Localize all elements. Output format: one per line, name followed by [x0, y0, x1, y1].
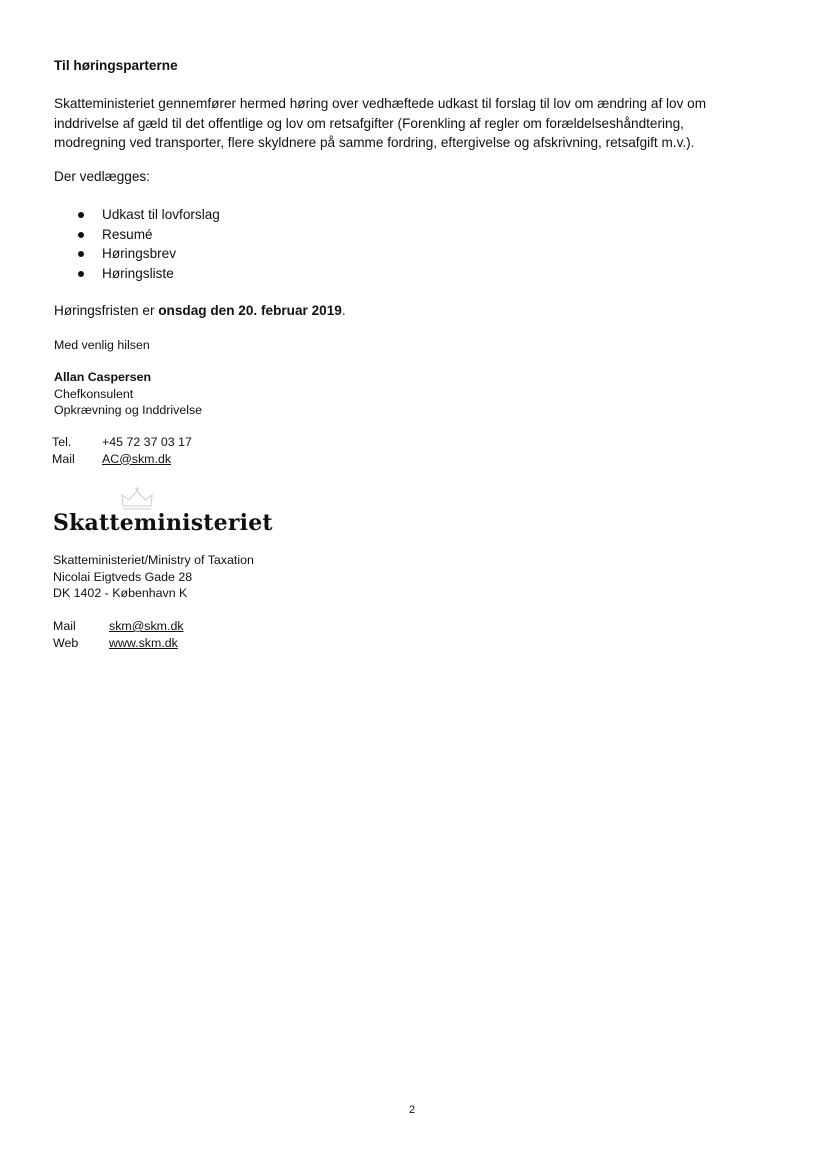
list-item: Høringsliste: [78, 264, 220, 284]
signer-department: Opkrævning og Inddrivelse: [54, 403, 203, 417]
closing: Med venlig hilsen: [54, 338, 150, 352]
ministry-logo-text: Skatteministeriet: [53, 510, 273, 536]
phone-value: +45 72 37 03 17: [102, 435, 192, 449]
list-item: Udkast til lovforslag: [78, 205, 220, 225]
bullet-icon: [78, 212, 84, 218]
bullet-icon: [78, 251, 84, 257]
ministry-street: Nicolai Eigtveds Gade 28: [53, 569, 193, 584]
bullet-icon: [78, 271, 84, 277]
page-number: 2: [409, 1104, 416, 1116]
ministry-mail-label: Mail: [53, 619, 76, 633]
mail-row: [52, 451, 192, 468]
ministry-web-link[interactable]: www.skm.dk: [109, 635, 178, 650]
signer-title: Chefkonsulent: [54, 386, 134, 401]
salutation: Til høringsparterne: [54, 58, 178, 73]
signer-email-link[interactable]: AC@skm.dk: [102, 451, 172, 466]
phone-row: [52, 434, 192, 451]
phone-label: Tel.: [52, 435, 72, 449]
attachments-list: [78, 205, 220, 283]
signer-name: Allan Caspersen: [54, 370, 152, 384]
crown-icon: [119, 486, 155, 512]
intro-paragraph: Skatteministeriet gennemfører hermed høring over vedhæftede udkast til forslag til lov om ændring af lov om inddrivelse af gæld til det offentlige og lov om retsafgifter (Forenkling af regler om forældelseshåndtering, modregning ved transporter, flere skyldnere på samme fordring, eftergivelse og afskrivning, retsafgift m.v.).: [54, 96, 707, 150]
list-item: Høringsbrev: [78, 244, 220, 264]
signature-block: [54, 369, 202, 419]
ministry-name: Skatteministeriet/Ministry of Taxation: [53, 553, 254, 567]
ministry-email-link[interactable]: skm@skm.dk: [109, 619, 184, 633]
list-item: Resumé: [78, 225, 220, 245]
ministry-web-row: [53, 635, 184, 652]
ministry-address: [53, 552, 254, 602]
ministry-contact: [53, 618, 184, 651]
contact-block: [52, 434, 192, 467]
deadline-line: Høringsfristen er onsdag den 20. februar 2019.: [54, 303, 346, 318]
ministry-web-label: Web: [53, 635, 79, 650]
bullet-icon: [78, 232, 84, 238]
ministry-mail-row: [53, 618, 184, 635]
mail-label: Mail: [52, 451, 75, 466]
attachments-heading: Der vedlægges:: [54, 169, 150, 184]
ministry-city: DK 1402 - København K: [53, 586, 188, 600]
deadline-date: onsdag den 20. februar 2019: [158, 303, 342, 318]
